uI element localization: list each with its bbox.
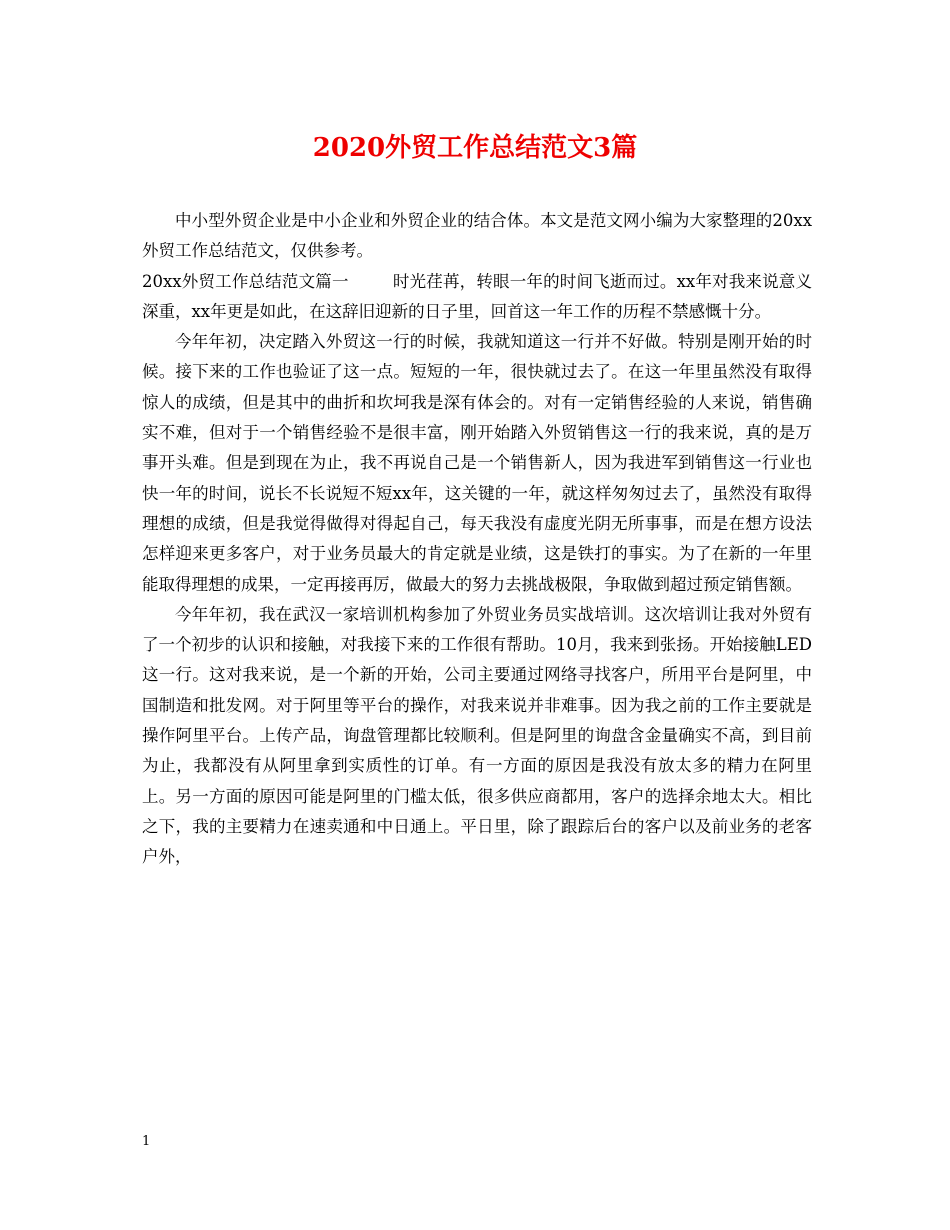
intro-paragraph: 中小型外贸企业是中小企业和外贸企业的结合体。本文是范文网小编为大家整理的20xx外贸工作总结范文，仅供参考。 [142, 211, 812, 261]
body-paragraph-2: 今年年初，我在武汉一家培训机构参加了外贸业务员实战培训。这次培训让我对外贸有了一个初步的认识和接触，对我接下来的工作很有帮助。10月，我来到张扬。开始接触LED 这一行。这对我来说，是一个新的开始，公司主要通过网络寻找客户，所用平台是阿里，中国制造和批发网。对于阿里等平台的操作，对我来说并非难事。因为我之前的工作主要就是操作阿里平台。上传产品，询盘管理都比较顺利。但是阿里的询盘含金量确实不高，到目前为止，我都没有从阿里拿到实质性的订单。有一方面的原因是我没有放太多的精力在阿里上。另一方面的原因可能是阿里的门槛太低，很多供应商都用，客户的选择余地太大。相比之下，我的主要精力在速卖通和中日通上。平日里，除了跟踪后台的客户以及前业务的老客户外， [142, 604, 812, 867]
page-number: 1 [142, 1134, 151, 1149]
body-paragraph-1: 今年年初，决定踏入外贸这一行的时候，我就知道这一行并不好做。特别是刚开始的时候。接下来的工作也验证了这一点。短短的一年，很快就过去了。在这一年里虽然没有取得惊人的成绩，但是其中的曲折和坎坷我是深有体会的。对有一定销售经验的人来说，销售确实不难，但对于一个销售经验不是很丰富，刚开始踏入外贸销售这一行的我来说，真的是万事开头难。但是到现在为止，我不再说自己是一个销售新人，因为我进军到销售这一行业也快一年的时间，说长不长说短不短xx年，这关键的一年，就这样匆匆过去了，虽然没有取得理想的成绩，但是我觉得做得对得起自己，每天我没有虚度光阴无所事事，而是在想方设法怎样迎来更多客户，对于业务员最大的肯定就是业绩，这是铁打的事实。为了在新的一年里能取得理想的成果，一定再接再厉，做最大的努力去挑战极限，争取做到超过预定销售额。 [142, 332, 812, 594]
document-body [142, 206, 812, 873]
section-one-heading: 20xx外贸工作总结范文篇一 [142, 271, 349, 291]
section-one-paragraph [142, 267, 812, 328]
section-one-text: 时光荏苒，转眼一年的时间飞逝而过。xx年对我来说意义深重，xx年更是如此，在这辞旧迎新的日子里，回首这一年工作的历程不禁感慨十分。 [142, 271, 812, 321]
document-title: 2020外贸工作总结范文3篇 [312, 133, 638, 163]
